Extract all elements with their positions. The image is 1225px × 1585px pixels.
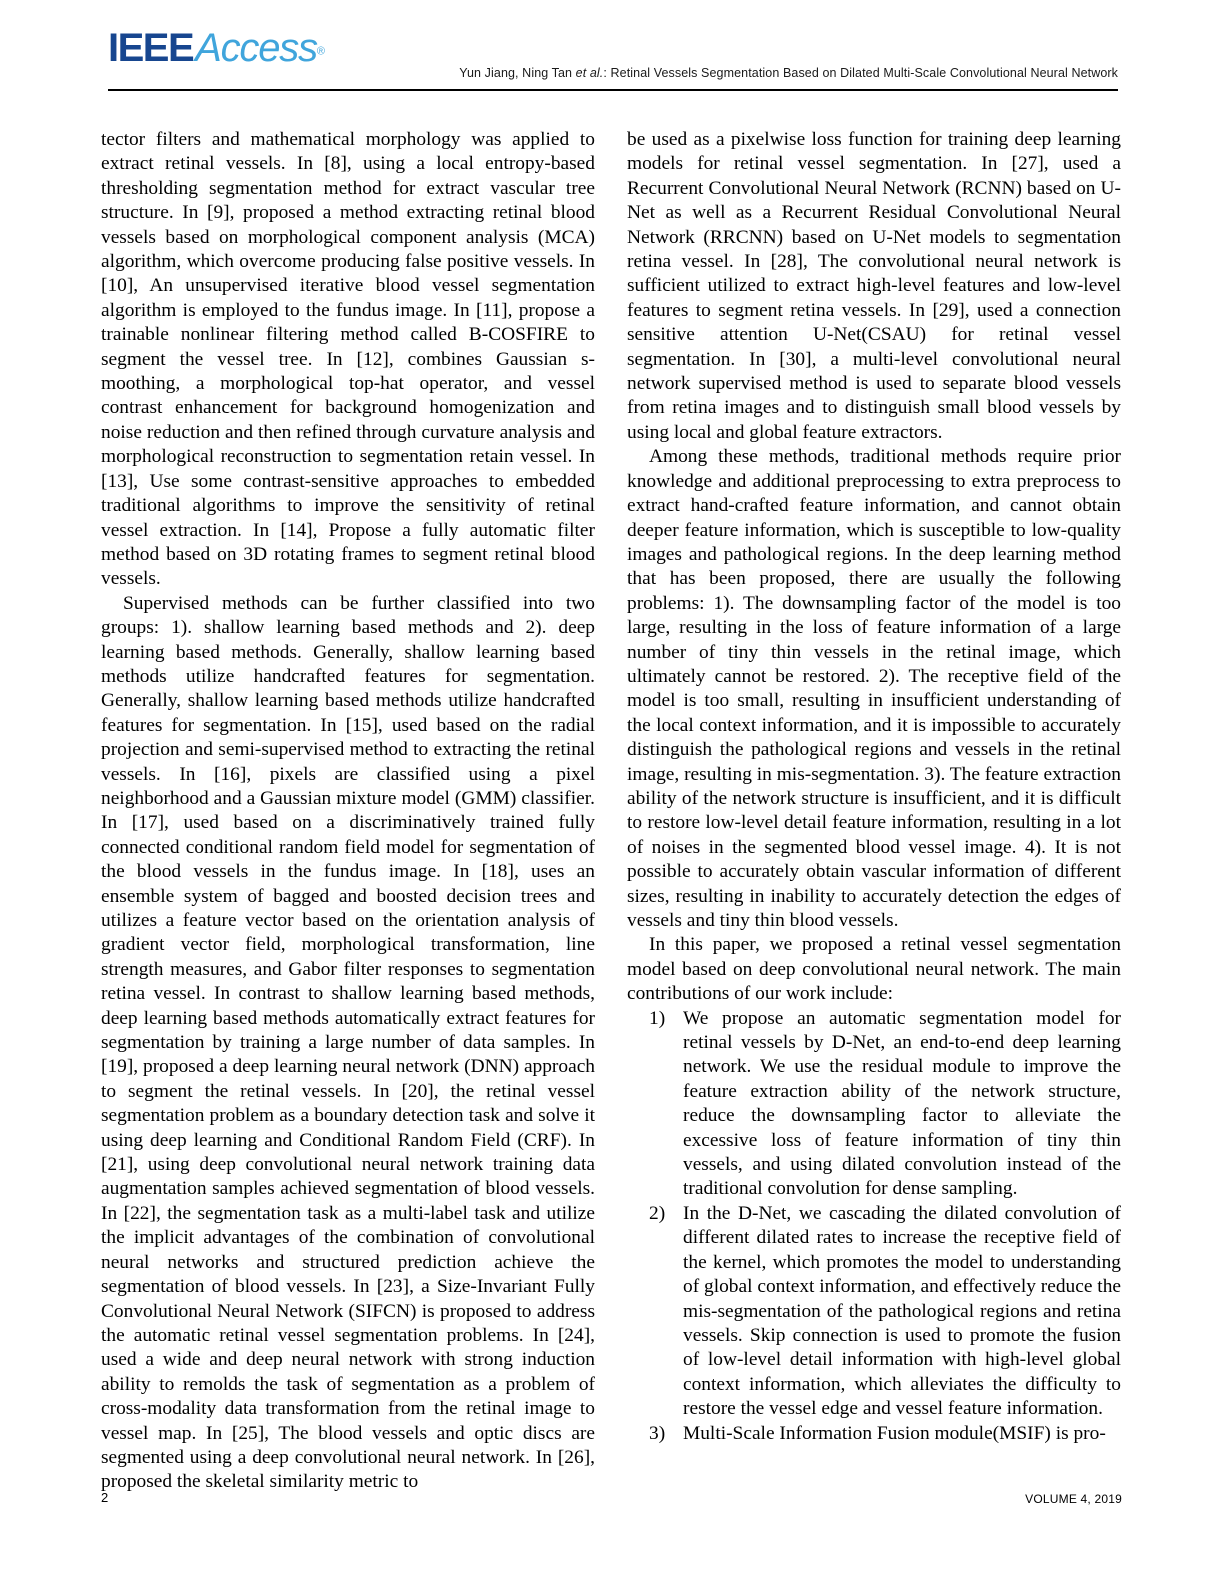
list-item bbox=[627, 1422, 1121, 1446]
page-footer bbox=[101, 1490, 1122, 1512]
list-item-text: Multi-Scale Information Fusion module(MSIF) is pro- bbox=[683, 1422, 1106, 1444]
volume-label: VOLUME 4, 2019 bbox=[1025, 1492, 1122, 1506]
ieee-access-logo bbox=[108, 28, 325, 68]
running-head-title: : Retinal Vessels Segmentation Based on Dilated Multi-Scale Convolutional Neural Network bbox=[603, 66, 1118, 80]
logo-ieee-text: IEEE bbox=[108, 26, 194, 70]
paragraph: Supervised methods can be further classified into two groups: 1). shallow learning based methods and 2). deep learning based methods. Generally, shallow learning based methods utilize handcrafted features for segmentation. Generally, shallow learning based methods utilize handcrafted features for segmentation. In [15], used based on the radial projection and semi-supervised method to extracting the retinal vessels. In [16], pixels are classified using a pixel neighborhood and a Gaussian mixture model (GMM) classifier. In [17], used based on a discriminatively trained fully connected conditional random field model for segmentation of the blood vessels in the fundus image. In [18], uses an ensemble system of bagged and boosted decision trees and utilizes a feature vector based on the orientation analysis of gradient vector field, morphological transformation, line strength measures, and Gabor filter responses to segmentation retina vessel. In contrast to shallow learning based methods, deep learning based methods automatically extract features for segmentation by training a large number of data samples. In [19], proposed a deep learning neural network (DNN) approach to segment the retinal vessels. In [20], the retinal vessel segmentation problem as a boundary detection task and solve it using deep learning and Conditional Random Field (CRF). In [21], using deep convolutional neural network training data augmentation samples achieved segmentation of blood vessels. In [22], the segmentation task as a multi-label task and utilize the implicit advantages of the combination of convolutional neural networks and structured prediction achieve the segmentation of blood vessels. In [23], a Size-Invariant Fully Convolutional Neural Network (SIFCN) is proposed to address the automatic retinal vessel segmentation problems. In [24], used a wide and deep neural network with strong induction ability to remolds the task of segmentation as a problem of cross-modality data transformation from the retinal image to vessel map. In [25], The blood vessels and optic discs are segmented using a deep convolutional neural network. In [26], proposed the skeletal similarity metric to bbox=[101, 592, 595, 1493]
left-column bbox=[101, 128, 595, 1495]
paragraph: In this paper, we proposed a retinal vessel segmentation model based on deep convolutional neural network. The main contributions of our work include: bbox=[627, 934, 1121, 1005]
list-item bbox=[627, 1202, 1121, 1422]
list-item bbox=[627, 1007, 1121, 1202]
page-header bbox=[108, 26, 1118, 90]
list-marker: 2) bbox=[649, 1202, 666, 1224]
header-divider bbox=[108, 89, 1118, 91]
page-number: 2 bbox=[101, 1490, 109, 1505]
running-head-authors: Yun Jiang, Ning Tan bbox=[459, 66, 576, 80]
running-head-etal: et al. bbox=[575, 66, 604, 80]
logo-access-text: Access bbox=[195, 26, 317, 70]
list-marker: 3) bbox=[649, 1422, 666, 1444]
paragraph: Among these methods, traditional methods require prior knowledge and additional preprocessing to extra preprocess to extract hand-crafted feature information, and cannot obtain deeper feature information, which is susceptible to low-quality images and pathological regions. In the deep learning method that has been proposed, there are usually the following problems: 1). The downsampling factor of the model is too large, resulting in the loss of feature information of a large number of tiny thin vessels in the retinal image, which ultimately cannot be restored. 2). The receptive field of the model is too small, resulting in insufficient understanding of the local context information, and it is impossible to accurately distinguish the pathological regions and vessels in the retinal image, resulting in mis-segmentation. 3). The feature extraction ability of the network structure is insufficient, and it is difficult to restore low-level detail feature information, resulting in a lot of noises in the segmented blood vessel image. 4). It is not possible to accurately obtain vascular information of different sizes, resulting in inability to accurately detection the edges of vessels and tiny thin blood vessels. bbox=[627, 446, 1121, 931]
list-item-text: We propose an automatic segmentation model for retinal vessels by D-Net, an end-to-end deep learning network. We use the residual module to improve the feature extraction ability of the network structure, reduce the downsampling factor to alleviate the excessive loss of feature information of tiny thin vessels, and using dilated convolution instead of the traditional convolution for dense sampling. bbox=[683, 1007, 1121, 1200]
paragraph: be used as a pixelwise loss function for training deep learning models for retinal vessel segmentation. In [27], used a Recurrent Convolutional Neural Network (RCNN) based on U-Net as well as a Recurrent Residual Convolutional Neural Network (RRCNN) based on U-Net models to segmentation retina vessel. In [28], The convolutional neural network is sufficient utilized to extract high-level features and low-level features to segment retina vessels. In [29], used a connection sensitive attention U-Net(CSAU) for retinal vessel segmentation. In [30], a multi-level convolutional neural network supervised method is used to separate blood vessels from retina images and to distinguish small blood vessels by using local and global feature extractors. bbox=[627, 129, 1121, 443]
body-columns bbox=[101, 128, 1122, 1495]
running-head bbox=[459, 66, 1118, 80]
list-marker: 1) bbox=[649, 1007, 666, 1029]
right-column bbox=[627, 128, 1121, 1495]
paragraph: tector filters and mathematical morphology was applied to extract retinal vessels. In [8], using a local entropy-based thresholding segmentation method for extract vascular tree structure. In [9], proposed a method extracting retinal blood vessels based on morphological component analysis (MCA) algorithm, which overcome producing false positive vessels. In [10], An unsupervised iterative blood vessel segmentation algorithm is employed to the fundus image. In [11], propose a trainable nonlinear filtering method called B-COSFIRE to segment the vessel tree. In [12], combines Gaussian s-moothing, a morphological top-hat operator, and vessel contrast enhancement for background homogenization and noise reduction and then refined through curvature analysis and morphological reconstruction to segmentation retain vessel. In [13], Use some contrast-sensitive approaches to embedded traditional algorithms to improve the sensitivity of retinal vessel extraction. In [14], Propose a fully automatic filter method based on 3D rotating frames to segment retinal blood vessels. bbox=[101, 129, 595, 590]
list-item-text: In the D-Net, we cascading the dilated convolution of different dilated rates to increase the receptive field of the kernel, which promotes the model to understanding of global context information, and effectively reduce the mis-segmentation of the pathological regions and retina vessels. Skip connection is used to promote the fusion of low-level detail information with high-level global context information, which alleviates the difficulty to restore the vessel edge and vessel feature information. bbox=[683, 1202, 1121, 1420]
logo-trademark-icon: ® bbox=[316, 45, 325, 58]
contributions-list bbox=[627, 1007, 1121, 1446]
